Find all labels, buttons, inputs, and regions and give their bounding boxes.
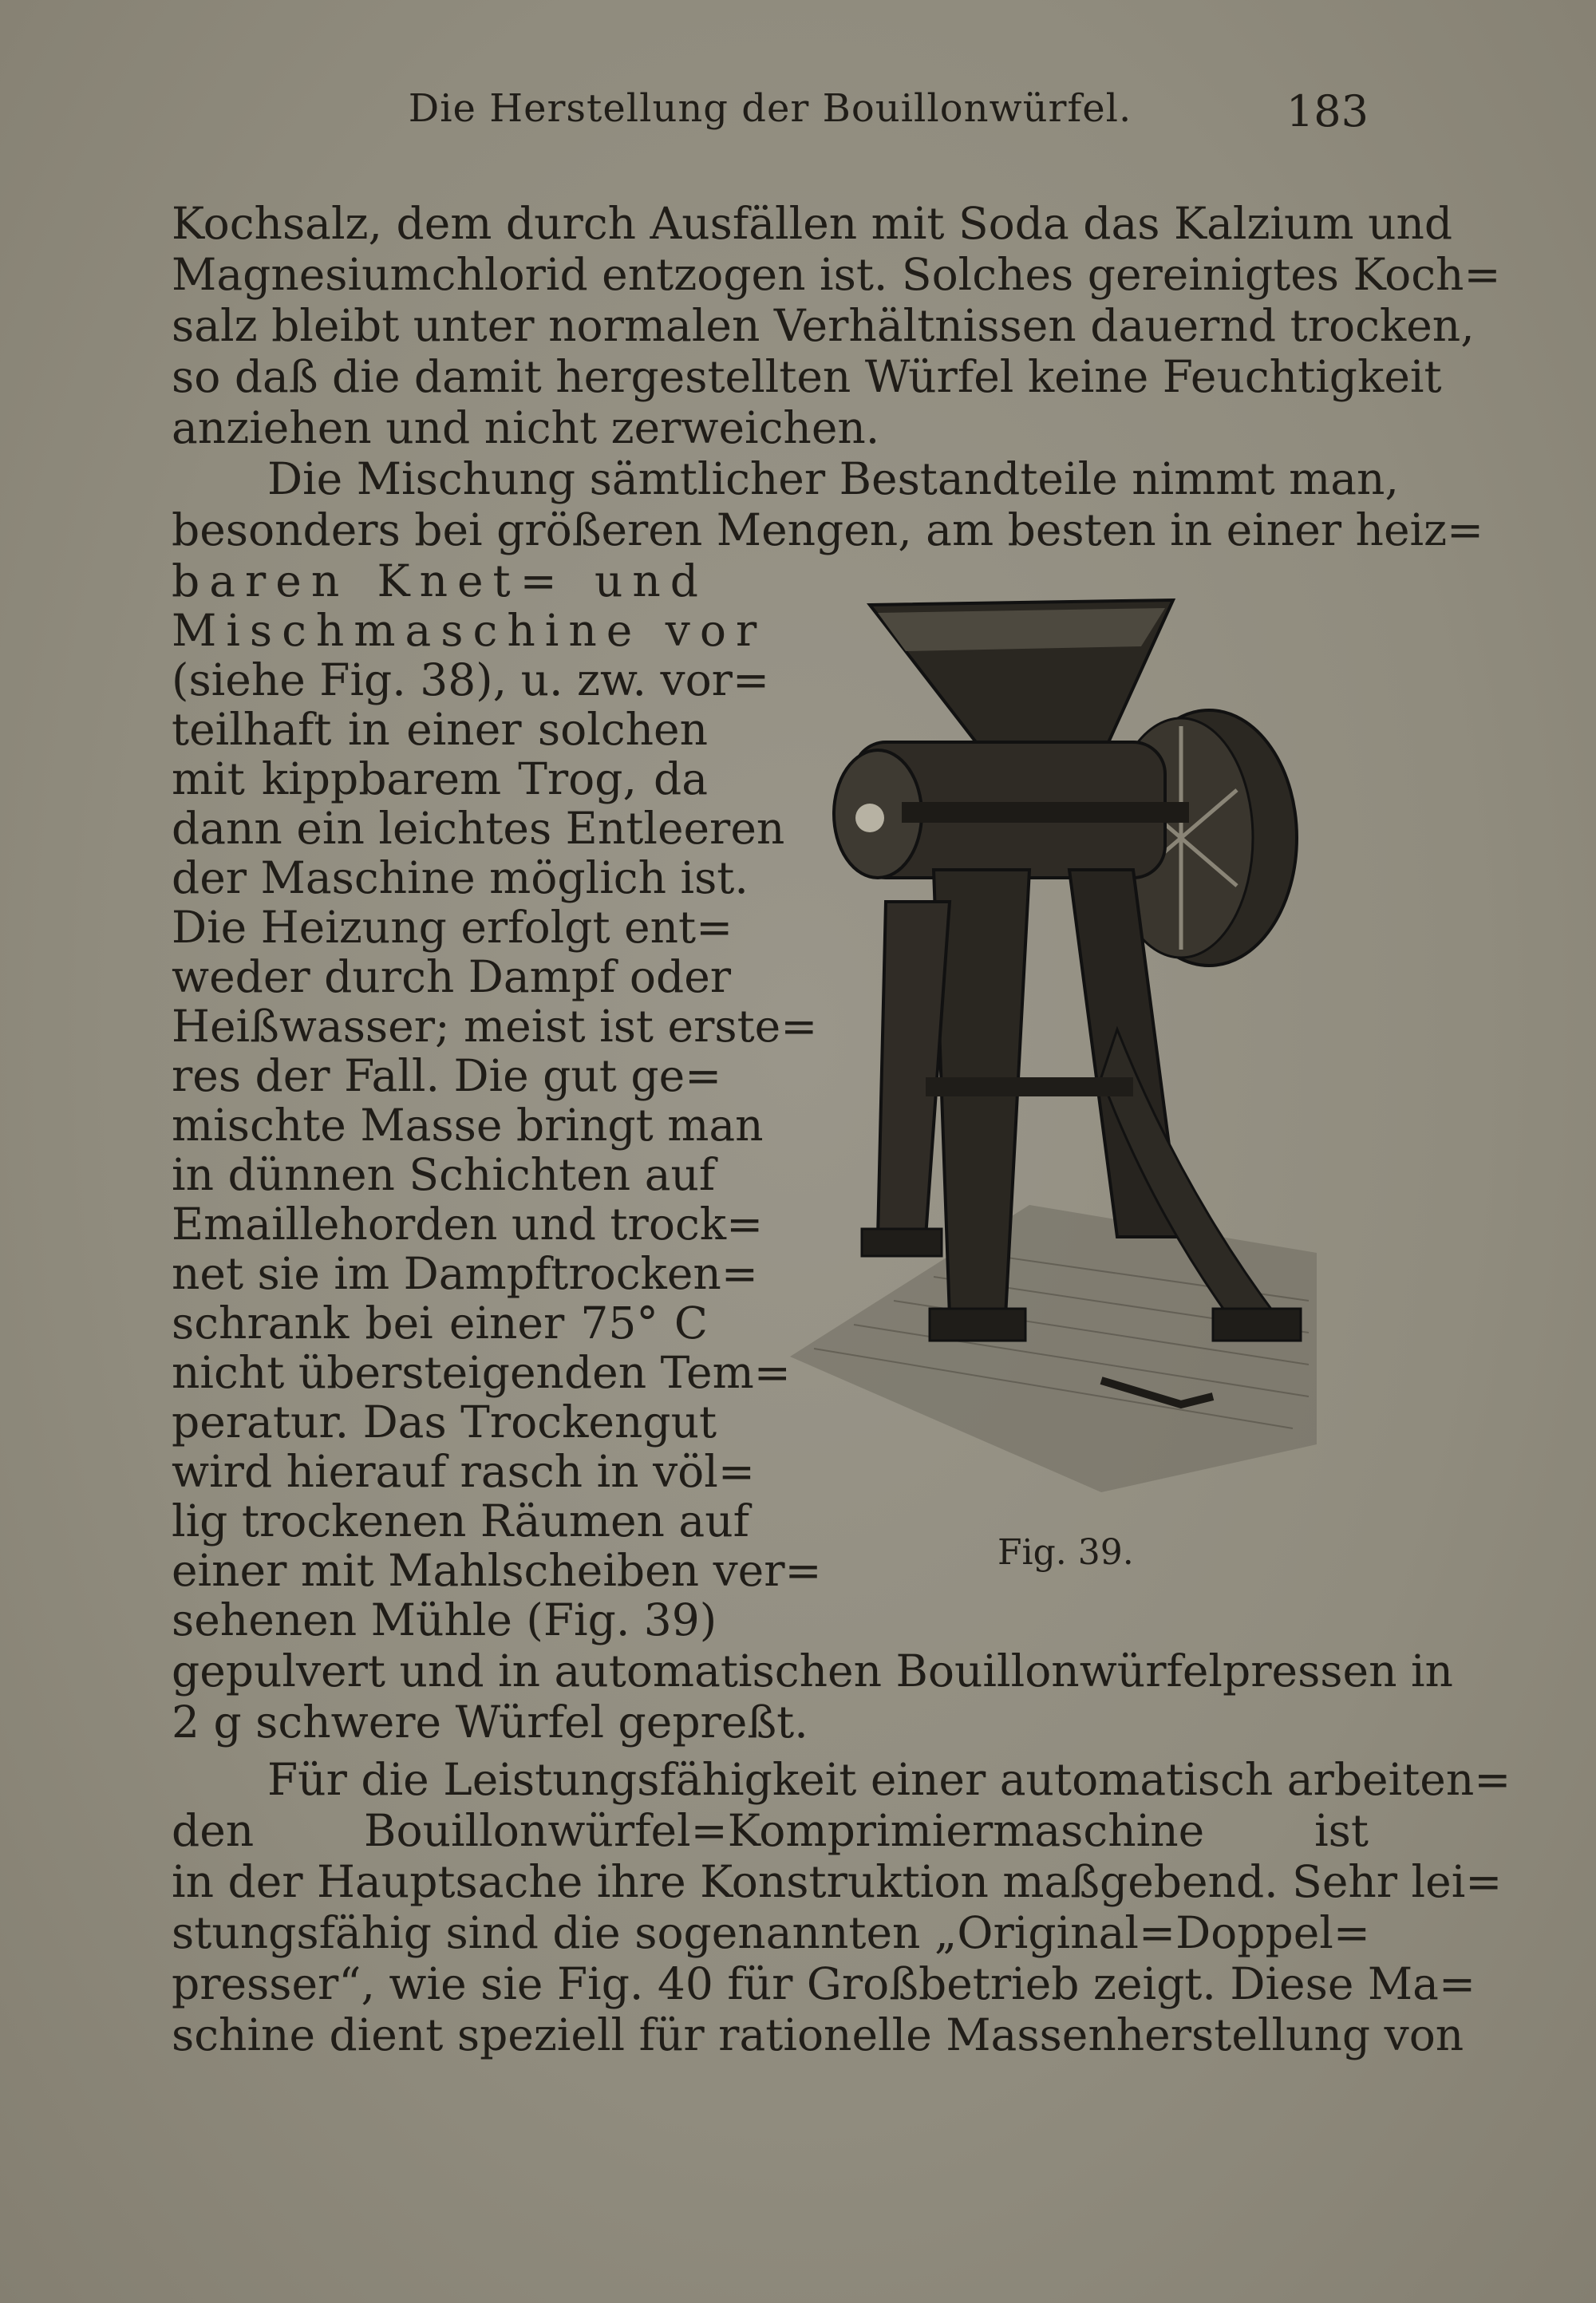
text-line: Emaillehorden und trock= [172,1199,764,1250]
text-line: weder durch Dampf oder [172,951,732,1002]
text-line: salz bleibt unter normalen Verhältnissen dauernd trocken, [172,300,1475,351]
text-line: presser“, wie sie Fig. 40 für Großbetrieb zeigt. Diese Ma= [172,1958,1476,2009]
page-number: 183 [1286,86,1369,136]
text-line: Für die Leistungsfähigkeit einer automatisch arbeiten= [267,1754,1511,1805]
text-line: wird hierauf rasch in völ= [172,1446,755,1497]
grinding-mill-illustration [766,551,1325,1532]
text-line: stungsfähig sind die sogenannten „Original=Doppel= [172,1907,1370,1958]
text-line: besonders bei größeren Mengen, am besten in einer heiz= [172,504,1484,555]
text-line: der Maschine möglich ist. [172,852,749,903]
text-line: Die Mischung sämtlicher Bestandteile nimmt man, [267,453,1399,504]
running-header [172,86,1369,142]
foot [930,1309,1025,1341]
shaft [902,802,1189,823]
text-line: peratur. Das Trockengut [172,1396,717,1448]
text-line: Mischmaschine vor [172,605,767,656]
text-line: Magnesiumchlorid entzogen ist. Solches gereinigtes Koch= [172,249,1501,300]
text-line: einer mit Mahlscheiben ver= [172,1545,822,1596]
header-title: Die Herstellung der Bouillonwürfel. [408,86,1132,131]
text-line: in dünnen Schichten auf [172,1149,716,1200]
text-line: dann ein leichtes Entleeren [172,803,785,854]
frame-leg-side [878,902,950,1237]
figure-caption: Fig. 39. [998,1532,1134,1573]
text-line: teilhaft in einer solchen [172,704,708,755]
text-line: sehenen Mühle (Fig. 39) [172,1594,717,1645]
text-line: schrank bei einer 75° C [172,1298,708,1349]
figure-grinding-mill [766,551,1325,1532]
hopper-inner [878,608,1165,651]
text-line: (siehe Fig. 38), u. zw. vor= [172,654,770,705]
text-line: mit kippbarem Trog, da [172,753,708,804]
text-line: so daß die damit hergestellten Würfel keine Feuchtigkeit [172,351,1442,402]
text-line: net sie im Dampftrocken= [172,1248,758,1299]
text-line: anziehen und nicht zerweichen. [172,402,880,453]
text-line: schine dient speziell für rationelle Massenherstellung von [172,2009,1464,2060]
text-line: res der Fall. Die gut ge= [172,1050,722,1101]
text-line: lig trockenen Räumen auf [172,1495,749,1547]
text-line: Heißwasser; meist ist erste= [172,1001,818,1052]
text-line: in der Hauptsache ihre Konstruktion maßgebend. Sehr lei= [172,1856,1503,1907]
text-line: Kochsalz, dem durch Ausfällen mit Soda das Kalzium und [172,198,1453,249]
text-line: Die Heizung erfolgt ent= [172,902,733,953]
text-line: 2 g schwere Würfel gepreßt. [172,1697,808,1748]
text-line: gepulvert und in automatischen Bouillonwürfelpressen in [172,1645,1453,1697]
crossbar [926,1077,1133,1096]
text-line: den Bouillonwürfel=Komprimiermaschine ist [172,1805,1369,1856]
text-line: nicht übersteigenden Tem= [172,1347,791,1398]
text-line: mischte Masse bringt man [172,1100,764,1151]
text-line: baren Knet= und [172,555,708,606]
